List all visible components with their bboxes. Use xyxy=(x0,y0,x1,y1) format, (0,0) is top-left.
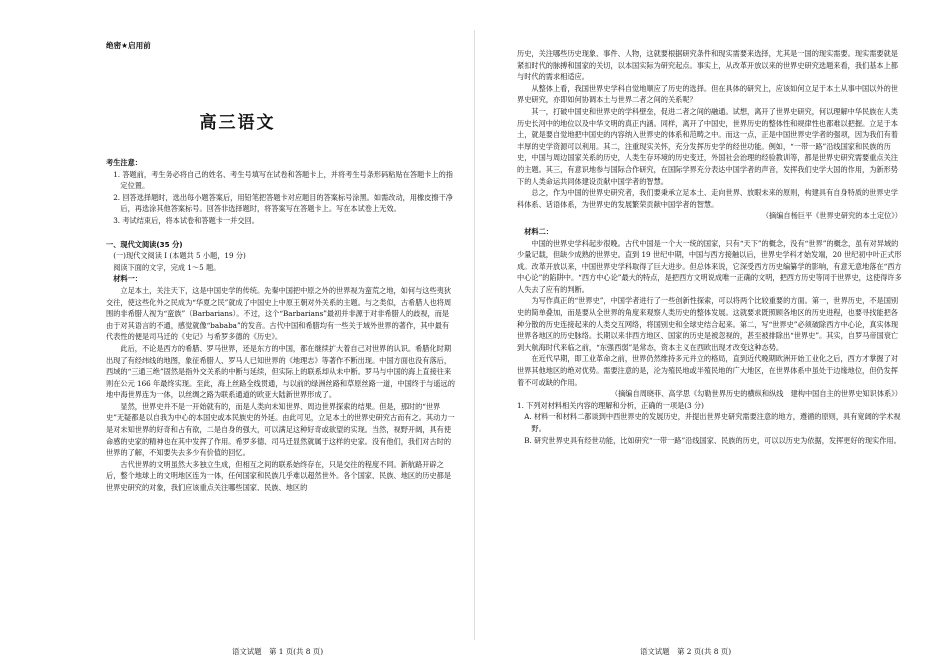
paragraph: 中国的世界史学科起步很晚。古代中国是一个大一统的国家，只有“天下”的概念，没有“世界”的概念，虽有对异域的少量记载，但缺少成熟的世界史。直到 19 世纪中期，中国与西方接触以后，世界史学科才始发端，20 世纪初中叶正式形成。改革开放以来，中国世界史学科取得了巨大进步。但总体来说，它深受西方历史编纂学的影响，有意无意地落在“西方中心论”的陷阱中。“西方中心论”最大的特点，是把西方文明说成唯一正确的文明，把西方历史等同于世界史，这使得许多人失去了应有的判断。 xyxy=(517,238,902,294)
page-2 xyxy=(475,0,950,672)
note-item: 1. 答题前，考生务必将自己的姓名、考生号填写在试卷和答题卡上，并将考生号条形码粘贴在答题卡上的指定位置。 xyxy=(113,169,453,191)
answer-option-b: B. 研究世界史具有经世功能，比如研究“一带一路”沿线国家、民族的历史，可以以历史为依据，发挥更好的现实作用。 xyxy=(524,435,901,445)
page-1-body xyxy=(106,157,456,494)
paragraph: 其一，打破中国史和世界史的学科壁垒，促进二者之间的融通。试想，离开了世界史研究，何以理解中华民族在人类历史长河中的地位以及中华文明的真正内涵。同样，离开了中国史，世界历史的整体性和规律性也都难以把握。立足于本土，就是要自觉地把中国史的内容纳入世界史的体系和范畴之中。而这一点，正是中国世界史学者的强项，因为我们有着丰厚的史学资源可以利用。其二，注重现实关怀，充分发挥历史学的经世功能。例如，“一带一路”沿线国家和民族的历史，中国与周边国家关系的历史，人类生存环境的历史变迁，外国社会治理的经验教训等，都是世界史研究需要重点关注的主题。其三，有意识地参与国际合作研究，在国际学界充分表达中国学者的声音，发挥我们史学大国的作用，为新形势下的人类命运共同体建设贡献中国学者的智慧。 xyxy=(517,106,898,186)
confidential-mark: 绝密★启用前 xyxy=(106,41,151,50)
paragraph: 立足本土，关注天下，这是中国史学的传统。先秦中国把中原之外的世界视为蛮荒之地，如何与这些夷狄交往，使这些化外之民成为“华夏之民”就成了中国史上中原王朝对外关系的主题。与之类似，古希腊人也将周围的非希腊人视为“蛮族”（Barbarians）。不过，这个“Barbarians”最初并非源于对非希腊人的歧视，而是由于对其语言的不通，感觉就像“bababa”的发音。古代中国和希腊均有一些关于域外世界的著作，其中最有代表性的便是司马迁的《史记》与希罗多德的《历史》。 xyxy=(106,285,452,342)
note-item: 3. 考试结束后，将本试卷和答题卡一并交回。 xyxy=(113,215,259,225)
reading-instruction: 阅读下面的文字，完成 1～5 题。 xyxy=(113,262,221,272)
note-item: 2. 回答选择题时，选出每小题答案后，用铅笔把答题卡对应题目的答案标号涂黑。如需改动，用橡皮擦干净后，再选涂其他答案标号。回答非选择题时，将答案写在答题卡上。写在本试卷上无效。 xyxy=(113,192,453,214)
paragraph: 古代世界的文明虽然大多独立生成，但相互之间的联系始终存在，只是交往的程度不同。新航路开辟之后，整个地球上的文明地区连为一体，任何国家和民族几乎难以超然世外。各个国家、民族、地区的历史都是世界史研究的对象，我们应该重点关注哪些国家、民族、地区的 xyxy=(106,459,452,493)
paragraph: 历史，关注哪些历史现象、事件、人物，这就要根据研究条件和现实需要来选择，尤其是一国的现实需要。现实需要就是紧扣时代的脉搏和国家的关切，以本国实际为研究起点。事实上，从改革开放以来的世界史研究选题来看，我们基本上都与时代的需求相适应。 xyxy=(517,49,898,82)
material-2-label: 材料二： xyxy=(524,226,553,236)
paragraph: 为写作真正的“世界史”，中国学者进行了一些创新性探索，可以将两个比较重要的方面。第一，世界历史，不是国别史的简单叠加，而是要从全世界的角度来观察人类历史的整体发展。这就要求既照顾各地区的历史进程，也要寻找能把各种分散的历史连接起来的人类交互网络，将国别史和全球史结合起来。第二，写“世界史”必须破除西方中心论，真实体现世界各地区的历史脉络。长期以来非西方地区、国家的历史是被忽视的，甚至被排除出“世界史”。其实，自罗马帝国衰亡到大航海时代来临之前，“东强西弱”是常态，资本主义在西欧出现才改变这种态势。 xyxy=(517,296,899,352)
page-2-body xyxy=(517,48,902,446)
page-footer: 语文试题 第 2 页(共 8 页) xyxy=(640,647,732,656)
source-citation: （摘编自周晓菲、高学思《勾勒世界历史的横纵和纵线 建构中国自主的世界史知识体系》） xyxy=(610,389,902,399)
paragraph: 在近代早期，即工业革命之前，世界仍然维持多元并立的格局，直到近代晚期欧洲开始工业化之后，西方才掌握了对世界其他地区的绝对优势。需要注意的是，沦为殖民地或半殖民地的广大地区，在世界体系中虽处于边缘地位，但仍发挥着不可或缺的作用。 xyxy=(517,354,898,387)
notes-title: 考生注意： xyxy=(106,158,142,167)
paragraph: 此后，不论是西方的希腊、罗马世界，还是东方的中国，都在继续扩大着自己对世界的认识。希腊化时期出现了有经纬线的地图，象征希腊人、罗马人已知世界的《地理志》等著作不断出现。中国方面也没有落后，西域的“三通三绝”固然是指外交关系的中断与延续，但实际上的联系却从未中断。罗马与中国的海上直接往来则在公元 166 年最终实现。至此，海上丝路全线贯通，与以前的绿洲丝路和草原丝路一道，中国终于与遥远的地中海世界连为一体，以丝绸之路为联系通道的欧亚大陆新世界形成了。 xyxy=(106,343,455,400)
section-heading: 一、现代文阅读(35 分) xyxy=(106,239,183,249)
subsection-heading: (一)现代文阅读 I (本题共 5 小题，19 分) xyxy=(113,251,246,261)
exam-title: 高三语文 xyxy=(199,113,276,133)
source-citation: （摘编自杨巨平《世界史研究的本土定位》） xyxy=(761,211,902,221)
page-footer: 语文试题 第 1 页(共 8 页) xyxy=(232,647,324,656)
material-1-label: 材料一： xyxy=(113,274,142,284)
question-stem: 1. 下列对材料相关内容的理解和分析，正确的一项是(3 分) xyxy=(517,400,704,410)
answer-option-a: A. 材料一和材料二都谈到中西世界史的发展历史，并提出世界史研究需要注意的地方，遵循的原则，具有宽阔的学术视野。 xyxy=(524,412,901,433)
paragraph: 显然，世界史并不是一开始就有的，而是人类向未知世界、周边世界探索的结果。但是，那时的“世界史”无疑都是以自我为中心的本国史或本民族史的外延。由此可见，立足本土的世界史研究古而有之。其动力一是对未知世界的好奇和占有欲，二是自身的强大，可以满足这种好奇或欲望的实现。当然，视野开阔，具有使命感的史家的精神也在其中发挥了作用。希罗多德、司马迁显然就属于这样的史家。没有他们，我们对古时的世界的了解，不知要失去多少有价值的回忆。 xyxy=(106,401,455,458)
paragraph: 从整体上看，我国世界史学科自觉地顺应了历史的选择。但在具体的研究上，应该如何立足于本土从事中国以外的世界史研究，亦即如何协调本土与世界二者之间的关系呢？ xyxy=(517,83,898,105)
paragraph: 总之，作为中国的世界史研究者，我们要秉承立足本土、走向世界、放眼未来的原则，构建具有自身特质的世界史学科体系、话语体系，为世界史的发展繁荣贡献中国学者的智慧。 xyxy=(517,188,898,209)
